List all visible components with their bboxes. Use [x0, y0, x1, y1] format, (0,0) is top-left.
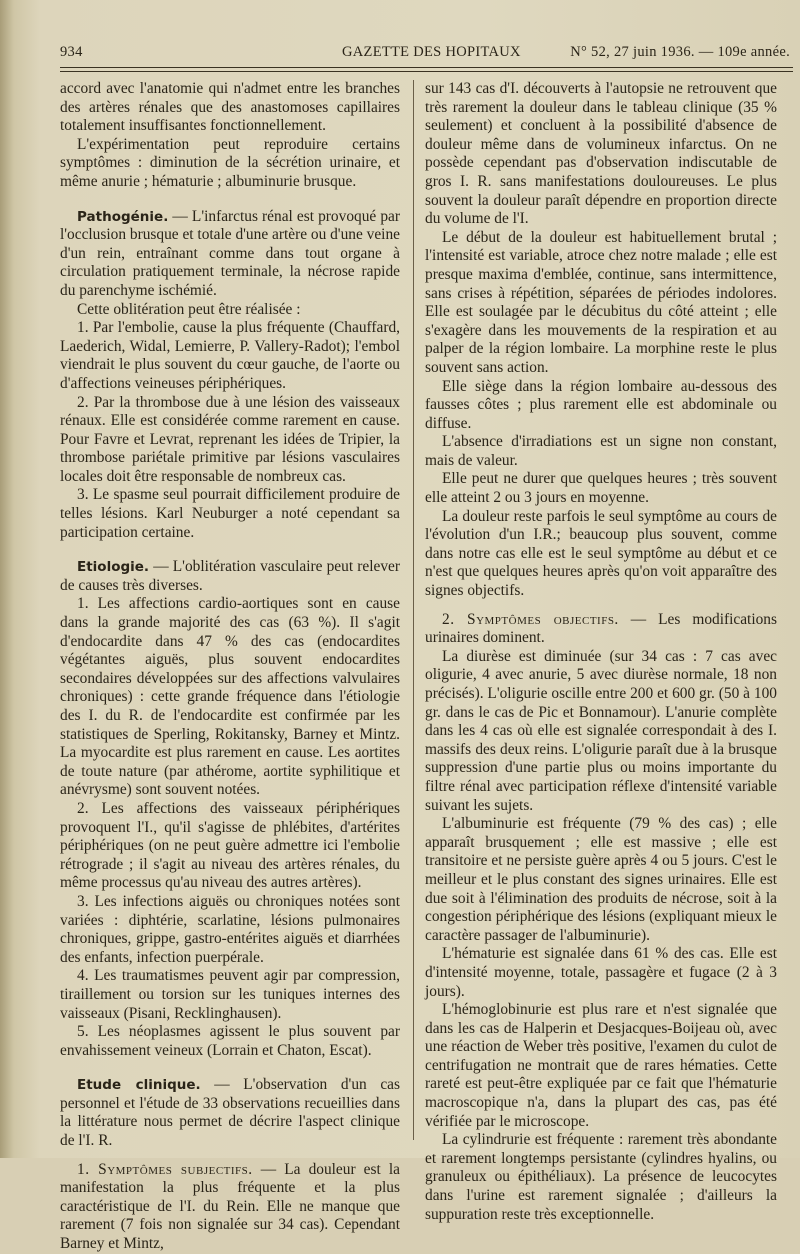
- paragraph: 1. Les affections cardio-aortiques sont en cause dans la grande majorité des cas (63 %). Il s'agit d'endocardite dans 47 % des cas (endocardites végétantes aiguës, plus souvent endocardites secondaires développées sur des affections valvulaires chroniques) : cette grande fréquence dans l'étiologie des I. du R. de l'endocardite est confirmée par les statistiques de Sperling, Rokitansky, Barney et Mintz. La myocardite est plus rarement en cause. Les aortites de toute nature (par athérome, aortite syphilitique et anévrysme) sont souvent notées.: [60, 595, 400, 799]
- paragraph: L'absence d'irradiations est un signe non constant, mais de valeur.: [425, 433, 777, 469]
- header-rule-thick: [60, 67, 793, 68]
- paragraph: Elle peut ne durer que quelques heures ; très souvent elle atteint 2 ou 3 jours en moyenne.: [425, 470, 777, 507]
- section-etiologie: Etiologie. — L'oblitération vasculaire peut relever de causes très diverses.: [60, 558, 400, 594]
- paragraph: La diurèse est diminuée (sur 34 cas : 7 cas avec oligurie, 4 avec anurie, 5 avec diurèse normale, 18 non précisés). L'oligurie oscille entre 200 et 600 gr. (50 à 100 gr. dans le cas de Pic et Bonnamour). L'anurie complète dans les 4 cas où elle est signalée correspondait à des I. massifs des deux reins. L'oligurie paraît due à la brusque suppression d'une partie plus ou moins importante du filtre rénal avec participation réflexe d'intensité variable suivant les sujets.: [425, 647, 777, 814]
- paragraph: 1. Symptômes subjectifs. — La douleur est la manifestation la plus fréquente et la plus caractéristique de l'I. du Rein. Elle ne manque que rarement (7 fois non signalée sur 34 cas). Cependant Barney et Mintz,: [60, 1160, 400, 1253]
- page-number: 934: [60, 44, 83, 60]
- paragraph: L'hématurie est signalée dans 61 % des cas. Elle est d'intensité moyenne, totale, passagère et fugace (2 à 3 jours).: [425, 945, 777, 1000]
- paragraph: 4. Les traumatismes peuvent agir par compression, tiraillement ou torsion sur les tuniques internes des vaisseaux (Pisani, Recklinghausen).: [60, 967, 400, 1022]
- paragraph: 2. Par la thrombose due à une lésion des vaisseaux rénaux. Elle est considérée comme rarement en cause. Pour Favre et Levrat, reprenant les idées de Tripier, la thrombose pariétale primitive par lésions vasculaires locales doit être responsable de nombreux cas.: [60, 393, 400, 485]
- paragraph: La cylindrurie est fréquente : rarement très abondante et rarement longtemps persistante (cylindres hyalins, ou granuleux ou épithéliaux). La présence de leucocytes dans l'urine est rarement signalée ; d'ailleurs la suppuration reste très exceptionnelle.: [425, 1131, 777, 1223]
- paragraph: 2. Les affections des vaisseaux périphériques provoquent l'I., qu'il s'agisse de phlébites, d'artérites périphériques (on ne peut guère admettre ici l'embolie rétrograde ; il s'agit au niveau des artères rénales, du même processus qu'au niveau des autres artères).: [60, 799, 400, 892]
- paragraph: 3. Le spasme seul pourrait difficilement produire de telles lésions. Karl Neuburger a noté cependant sa participation certaine.: [60, 486, 400, 541]
- section-pathogenie: Pathogénie. — L'infarctus rénal est provoqué par l'occlusion brusque et totale d'une artère ou d'une veine d'un rein, entraînant comme dans tout organe à circulation pratiquement terminale, la nécrose rapide du parenchyme ischémié.: [60, 207, 400, 299]
- right-column: [425, 80, 777, 1224]
- paragraph: L'expérimentation peut reproduire certains symptômes : diminution de la sécrétion urinaire, et même anurie ; hématurie ; albuminurie brusque.: [60, 135, 400, 190]
- paragraph: La douleur reste parfois le seul symptôme au cours de l'évolution d'un I.R.; beaucoup plus souvent, comme dans notre cas elle est le seul symptôme au début et ce n'est que quelques heures après qu'on voit apparaître des signes objectifs.: [425, 507, 777, 600]
- paragraph: Cette oblitération peut être réalisée :: [77, 300, 301, 318]
- paragraph: Elle siège dans la région lombaire au-dessous des fausses côtes ; plus rarement elle est abdominale ou diffuse.: [425, 377, 777, 432]
- section-etude-clinique: Etude clinique. — L'observation d'un cas personnel et l'étude de 33 observations recueillies dans la littérature nous permet de décrire l'aspect clinique de l'I. R.: [60, 1076, 400, 1150]
- paragraph: Le début de la douleur est habituellement brutal ; l'intensité est variable, atroce chez notre malade ; elle est presque maxima d'emblée, continue, sans intermittence, sans crises à répétition, séparées de périodes indolores. Elle est soulagée par le décubitus du côté atteint ; elle s'exagère dans les mouvements de la respiration et au palper de la région lombaire. La morphine reste le plus souvent sans action.: [425, 228, 777, 376]
- column-divider: [413, 80, 414, 1140]
- header-rule-thin: [60, 71, 793, 72]
- issue-info: N° 52, 27 juin 1936. — 109e année.: [570, 44, 790, 60]
- section-symptomes-objectifs: 2. Symptômes objectifs. — Les modifications urinaires dominent.: [425, 610, 777, 647]
- paragraph: 3. Les infections aiguës ou chroniques notées sont variées : diphtérie, scarlatine, lésions pulmonaires chroniques, grippe, gastro-entérites aiguës et diarrhées des enfants, infection puerpérale.: [60, 892, 400, 966]
- journal-title: GAZETTE DES HOPITAUX: [342, 44, 521, 60]
- paragraph: L'hémoglobinurie est plus rare et n'est signalée que dans les cas de Halperin et Desjacques-Boijeau où, avec une réaction de Weber très positive, l'examen du culot de centrifugation ne montrait que de rares hématies. Cette rareté est peut-être expliquée par ce fait que l'hématurie macroscopique n'a, dans la plupart des cas, pas été vérifiée par le microscope.: [425, 1001, 777, 1130]
- paragraph: L'albuminurie est fréquente (79 % des cas) ; elle apparaît brusquement ; elle est massive ; elle est transitoire et ne persiste guère après 4 ou 5 jours. C'est le meilleur et le plus constant des signes urinaires. Elle est due soit à l'élimination des produits de nécrose, soit à la congestion périphérique des lésions (expliquant mieux le caractère passager de l'albuminurie).: [425, 815, 777, 944]
- paragraph: 5. Les néoplasmes agissent le plus souvent par envahissement veineux (Lorrain et Chaton, Escat).: [60, 1023, 400, 1059]
- left-column: [60, 80, 400, 1254]
- page-header: [60, 44, 798, 64]
- paragraph: 1. Par l'embolie, cause la plus fréquente (Chauffard, Laederich, Widal, Lemierre, P. Vallery-Radot); l'embol viendrait le plus souvent du cœur gauche, de l'aorte ou d'affections veineuses périphériques.: [60, 319, 400, 392]
- paragraph: accord avec l'anatomie qui n'admet entre les branches des artères rénales que des anastomoses capillaires totalement insuffisantes fonctionnellement.: [60, 80, 400, 135]
- paragraph: sur 143 cas d'I. découverts à l'autopsie ne retrouvent que très rarement la douleur dans le tableau clinique (35 % seulement) et concluent à la possibilité d'absence de douleur même dans de volumineux infarctus. On ne possède cependant pas d'observation indiscutable de gros I. R. sans manifestations douloureuses. Le plus souvent la douleur paraît dépendre en proportion directe du volume de l'I.: [425, 80, 777, 228]
